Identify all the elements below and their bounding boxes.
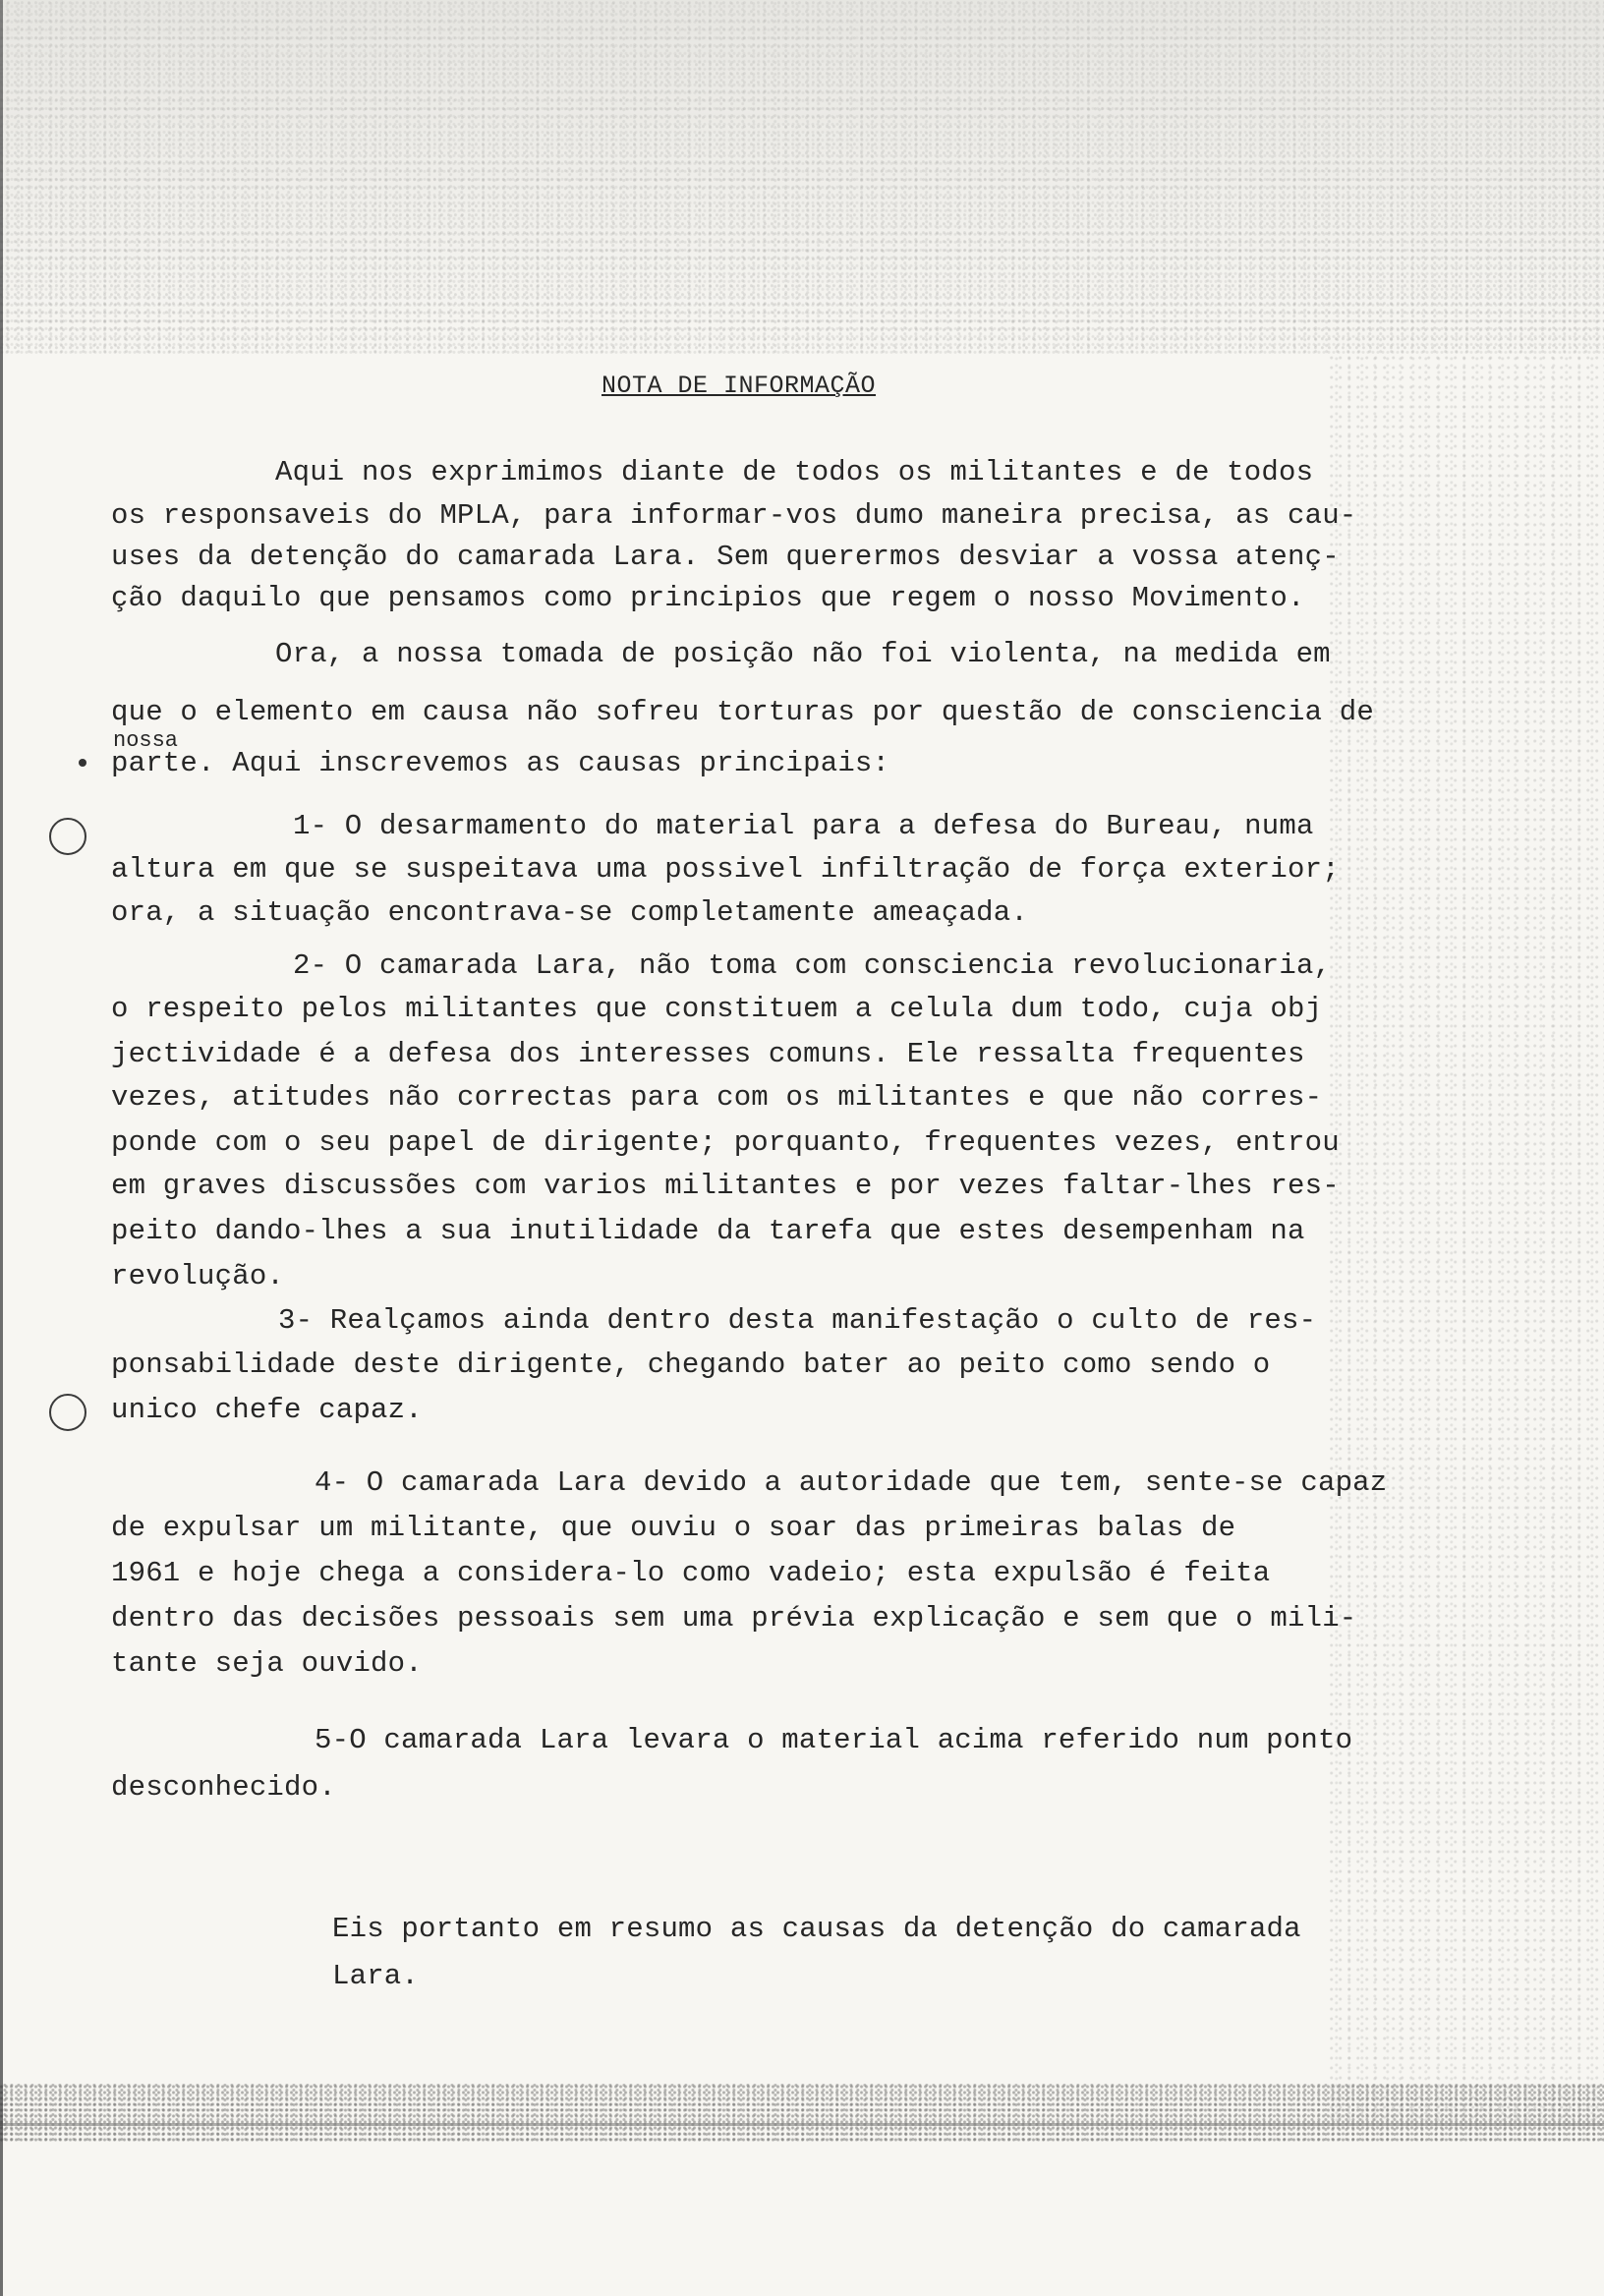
text-line: Ora, a nossa tomada de posição não foi violenta, na medida em <box>275 638 1331 670</box>
text-line: de expulsar um militante, que ouviu o soar das primeiras balas de <box>111 1512 1236 1544</box>
text-line: 3- Realçamos ainda dentro desta manifestação o culto de res- <box>278 1304 1317 1337</box>
text-line: 2- O camarada Lara, não toma com consciencia revolucionaria, <box>293 949 1332 982</box>
scan-noise-right <box>1329 354 1604 2123</box>
text-line: 1- O desarmamento do material para a defesa do Bureau, numa <box>293 810 1314 842</box>
text-line: uses da detenção do camarada Lara. Sem querermos desviar a vossa atenç- <box>111 541 1340 573</box>
text-line: parte. Aqui inscrevemos as causas principais: <box>111 747 890 779</box>
text-line: ponsabilidade deste dirigente, chegando bater ao peito como sendo o <box>111 1349 1271 1381</box>
text-line: jectividade é a defesa dos interesses comuns. Ele ressalta frequentes <box>111 1038 1305 1070</box>
margin-circle-mark <box>49 818 86 855</box>
scan-noise-bottom <box>0 2084 1604 2143</box>
text-line: vezes, atitudes não correctas para com os militantes e que não corres- <box>111 1081 1323 1114</box>
text-line: desconhecido. <box>111 1771 336 1804</box>
margin-bullet-mark <box>79 759 86 767</box>
text-line: que o elemento em causa não sofreu torturas por questão de consciencia de <box>111 696 1375 728</box>
text-line: revolução. <box>111 1260 285 1292</box>
text-line: Lara. <box>332 1960 420 1992</box>
text-line: 4- O camarada Lara devido a autoridade que tem, sente-se capaz <box>315 1466 1388 1499</box>
text-line: 5-O camarada Lara levara o material acima referido num ponto <box>315 1724 1353 1756</box>
margin-circle-mark <box>49 1394 86 1431</box>
text-line: dentro das decisões pessoais sem uma prévia explicação e sem que o mili- <box>111 1602 1357 1635</box>
text-line: unico chefe capaz. <box>111 1394 423 1426</box>
text-line: ponde com o seu papel de dirigente; porquanto, frequentes vezes, entrou <box>111 1126 1340 1159</box>
text-line: tante seja ouvido. <box>111 1647 423 1680</box>
text-line: os responsaveis do MPLA, para informar-vos dumo maneira precisa, as cau- <box>111 499 1357 532</box>
text-line: 1961 e hoje chega a considera-lo como vadeio; esta expulsão é feita <box>111 1557 1271 1589</box>
text-line: ção daquilo que pensamos como principios que regem o nosso Movimento. <box>111 582 1305 614</box>
text-line: em graves discussões com varios militantes e por vezes faltar-lhes res- <box>111 1170 1340 1202</box>
inserted-word: nossa <box>113 728 179 753</box>
text-line: altura em que se suspeitava uma possivel infiltração de força exterior; <box>111 853 1340 886</box>
text-line: peito dando-lhes a sua inutilidade da tarefa que estes desempenham na <box>111 1215 1305 1247</box>
text-line: o respeito pelos militantes que constituem a celula dum todo, cuja obj <box>111 993 1323 1025</box>
text-line: Eis portanto em resumo as causas da detenção do camarada <box>332 1913 1301 1945</box>
text-line: ora, a situação encontrava-se completamente ameaçada. <box>111 896 1028 929</box>
text-line: Aqui nos exprimimos diante de todos os militantes e de todos <box>275 456 1314 488</box>
scan-noise-top <box>0 0 1604 354</box>
document-title: NOTA DE INFORMAÇÃO <box>602 372 877 400</box>
